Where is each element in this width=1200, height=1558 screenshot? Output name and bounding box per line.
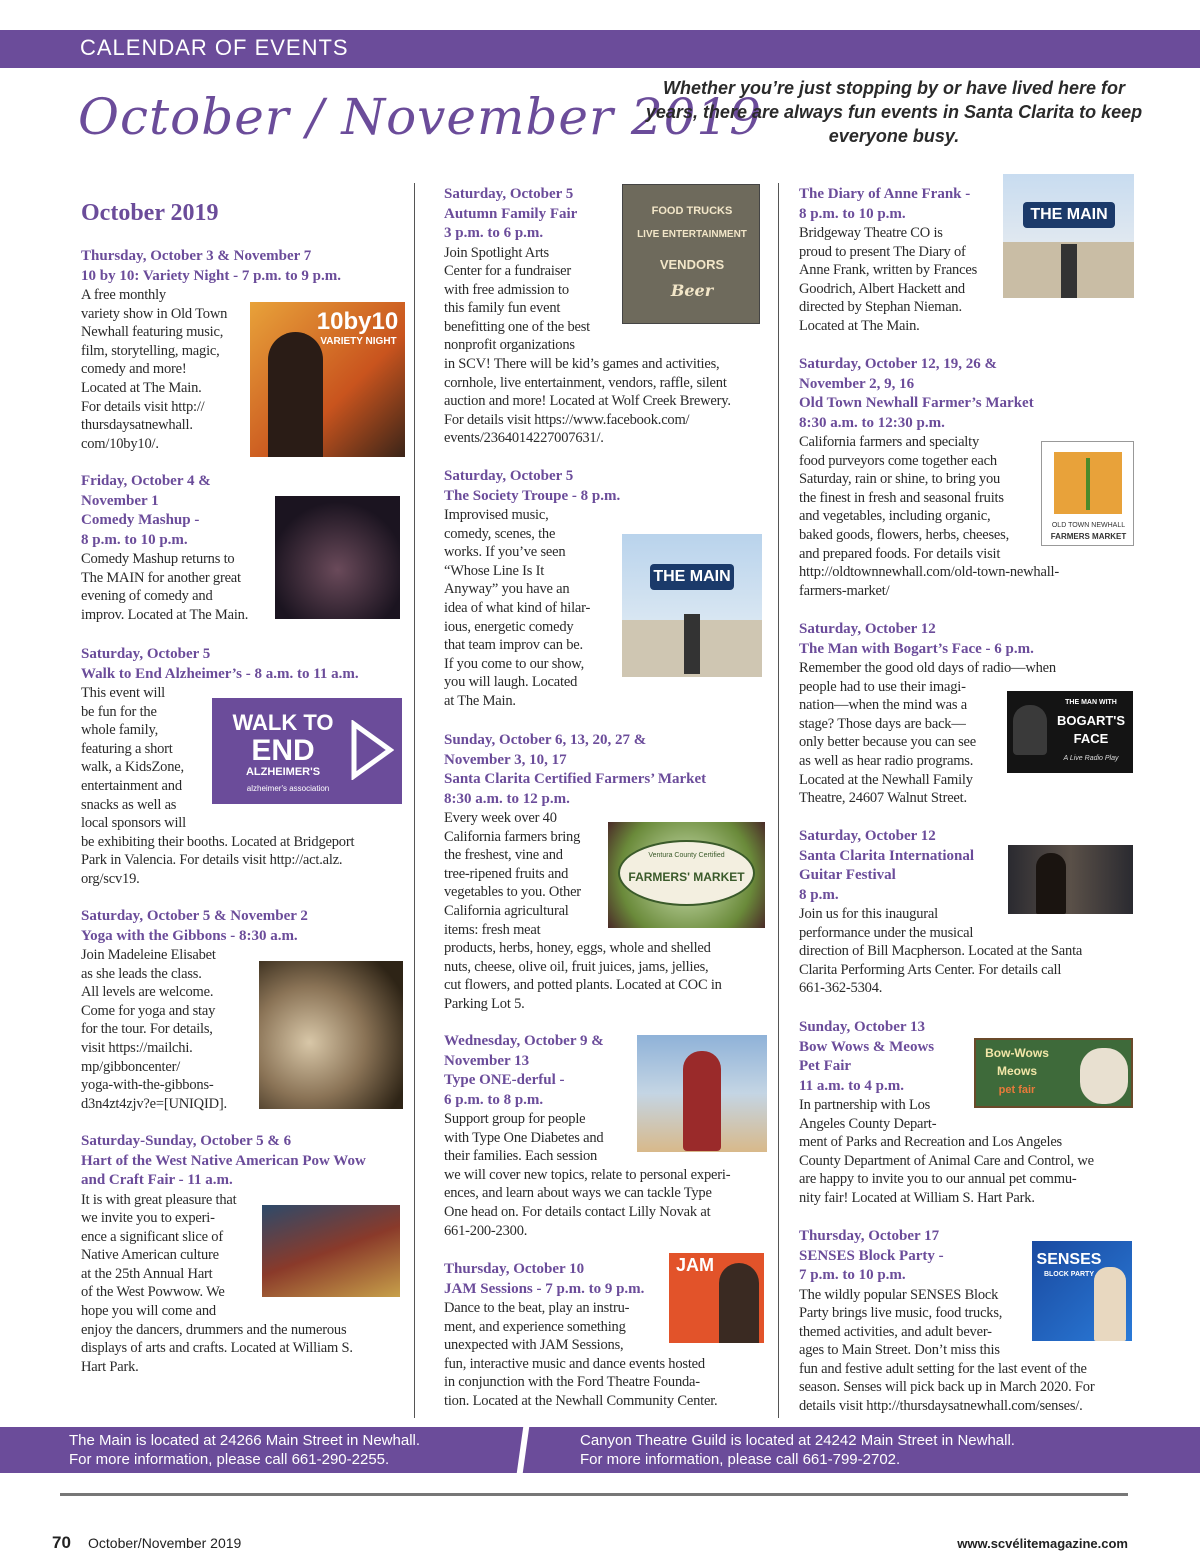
dog-face bbox=[1080, 1048, 1128, 1104]
performer-figure bbox=[1094, 1267, 1126, 1341]
text-line: improv. Located at The Main. bbox=[81, 606, 249, 623]
text-line: evening of comedy and bbox=[81, 588, 213, 605]
image-label: THE MAIN bbox=[650, 564, 734, 590]
text-line: Autumn Family Fair bbox=[444, 205, 578, 222]
image-label: LIVE ENTERTAINMENT bbox=[637, 229, 747, 240]
text-line: One head on. For details contact Lilly Novak at bbox=[444, 1203, 711, 1220]
column-divider-2 bbox=[778, 183, 779, 1418]
poster-jam-sessions bbox=[669, 1253, 764, 1343]
image-label: FARMERS MARKET bbox=[1050, 532, 1127, 541]
text-line: and prepared foods. For details visit bbox=[799, 545, 1001, 562]
text-line: unexpected with JAM Sessions, bbox=[444, 1337, 624, 1354]
event-title bbox=[444, 467, 774, 506]
text-line: November 2, 9, 16 bbox=[799, 375, 915, 392]
text-line: 661-362-5304. bbox=[799, 980, 883, 997]
text-line: Old Town Newhall Farmer’s Market bbox=[799, 395, 1034, 411]
text-line: the finest in fresh and seasonal fruits bbox=[799, 489, 1004, 506]
image-label: BLOCK PARTY bbox=[1043, 1271, 1095, 1278]
text-line: In partnership with Los bbox=[799, 1097, 931, 1113]
text-line: 3 p.m. to 6 p.m. bbox=[444, 225, 544, 241]
text-line: Join us for this inaugural bbox=[799, 906, 938, 922]
text-line: nuts, cheese, olive oil, fruit juices, jams, jellies, bbox=[444, 958, 709, 975]
text-line: ious, energetic comedy bbox=[444, 618, 574, 635]
image-label: Ventura County Certified bbox=[648, 852, 725, 859]
text-line: food purveyors come together each bbox=[799, 452, 997, 469]
text-line: 11 a.m. to 4 p.m. bbox=[799, 1077, 904, 1094]
image-label: VARIETY NIGHT bbox=[320, 336, 397, 347]
text-line: Located at The Main. bbox=[799, 317, 920, 334]
event-title bbox=[81, 907, 401, 946]
text-line: For details visit http:// bbox=[81, 398, 205, 415]
text-line: Saturday, October 5 bbox=[444, 186, 574, 202]
text-line: The Man with Bogart’s Face - 6 p.m. bbox=[799, 640, 1034, 657]
text-line: com/10by10/. bbox=[81, 435, 159, 452]
text-line: SENSES Block Party - bbox=[799, 1247, 944, 1264]
page-title: October / November 2019 bbox=[78, 88, 763, 146]
text-line: Angeles County Depart- bbox=[799, 1115, 937, 1132]
text-line: as she leads the class. bbox=[81, 965, 202, 982]
text-line: The MAIN for another great bbox=[81, 569, 241, 586]
text-line: Goodrich, Albert Hackett and bbox=[799, 280, 965, 297]
text-line: Guitar Festival bbox=[799, 867, 896, 883]
text-line: ment of Parks and Recreation and Los Angeles bbox=[799, 1134, 1063, 1151]
photo-10by10-variety-night bbox=[250, 302, 405, 457]
text-line: All levels are welcome. bbox=[81, 984, 214, 1001]
poster-senses-block-party bbox=[1032, 1241, 1132, 1341]
footer-line: For more information, please call 661-799-2702. bbox=[580, 1451, 901, 1468]
text-line: works. If you’ve seen bbox=[444, 544, 566, 561]
text-line: nonprofit organizations bbox=[444, 337, 575, 354]
text-line: proud to present The Diary of bbox=[799, 243, 966, 260]
text-line: we invite you to experi- bbox=[81, 1210, 215, 1227]
text-line: walk, a KidsZone, bbox=[81, 759, 184, 776]
text-line: Hart of the West Native American Pow Wow bbox=[81, 1152, 366, 1169]
caped-figure bbox=[683, 1051, 721, 1151]
page-date: October/November 2019 bbox=[88, 1535, 242, 1551]
text-line: 7 p.m. to 10 p.m. bbox=[799, 1267, 906, 1283]
text-line: Saturday, October 12 bbox=[799, 828, 936, 844]
text-line: ence a significant slice of bbox=[81, 1228, 223, 1245]
text-line: Santa Clarita Certified Farmers’ Market bbox=[444, 771, 707, 787]
text-line: The Diary of Anne Frank - bbox=[799, 186, 971, 202]
text-line: yoga-with-the-gibbons- bbox=[81, 1077, 214, 1094]
text-line: Theatre, 24607 Walnut Street. bbox=[799, 790, 967, 807]
text-line: tree-ripened fruits and bbox=[444, 865, 569, 882]
text-line: this family fun event bbox=[444, 300, 561, 317]
text-line: visit https://mailchi. bbox=[81, 1039, 193, 1056]
text-line: nation—when the mind was a bbox=[799, 697, 967, 714]
text-line: you will laugh. Located bbox=[444, 674, 578, 691]
text-line: Walk to End Alzheimer’s - 8 a.m. to 11 a.m. bbox=[81, 665, 359, 682]
image-label: WALK TO bbox=[232, 710, 334, 735]
text-line: Anyway” you have an bbox=[444, 581, 570, 598]
text-line: products, herbs, honey, eggs, whole and shelled bbox=[444, 940, 711, 957]
text-line: Thursday, October 3 & November 7 bbox=[81, 248, 312, 264]
text-line: Saturday, rain or shine, to bring you bbox=[799, 471, 1001, 488]
text-line: mp/gibboncenter/ bbox=[81, 1058, 181, 1075]
text-line: vegetables to you. Other bbox=[444, 884, 581, 901]
text-line: thursdaysatnewhall. bbox=[81, 417, 193, 434]
text-line: the freshest, vine and bbox=[444, 847, 563, 864]
text-line: only better because you can see bbox=[799, 734, 976, 751]
text-line: 8:30 a.m. to 12 p.m. bbox=[444, 790, 570, 807]
text-line: Thursday, October 17 bbox=[799, 1228, 940, 1244]
text-line: Saturday, October 12, 19, 26 & bbox=[799, 356, 998, 372]
text-line: featuring a short bbox=[81, 740, 173, 757]
text-line: season. Senses will pick back up in March 2020. For bbox=[799, 1379, 1095, 1396]
text-line: It is with great pleasure that bbox=[81, 1191, 237, 1208]
column-divider-1 bbox=[414, 183, 415, 1418]
event-title bbox=[444, 731, 774, 809]
triangle-logo-icon bbox=[350, 720, 394, 780]
text-line: Comedy Mashup returns to bbox=[81, 551, 235, 567]
text-line: Support group for people bbox=[444, 1111, 586, 1127]
text-line: “Whose Line Is It bbox=[444, 562, 545, 579]
text-line: hope you will come and bbox=[81, 1303, 216, 1320]
text-line: fun, interactive music and dance events hosted bbox=[444, 1355, 705, 1372]
photo-the-main-building bbox=[1003, 174, 1134, 298]
image-label: alzheimer's association bbox=[246, 784, 330, 793]
text-line: in conjunction with the Ford Theatre Founda- bbox=[444, 1374, 700, 1391]
text-line: Type ONE-derful - bbox=[444, 1072, 565, 1088]
text-line: that team improv can be. bbox=[444, 637, 583, 654]
text-line: idea of what kind of hilar- bbox=[444, 599, 591, 616]
marquee-pole bbox=[1061, 244, 1077, 298]
photo-pow-wow bbox=[262, 1205, 400, 1297]
image-label: THE MAN WITH bbox=[1065, 699, 1117, 706]
text-line: tion. Located at the Newhall Community Center. bbox=[444, 1392, 718, 1409]
text-line: The wildly popular SENSES Block bbox=[799, 1286, 999, 1303]
text-line: and Craft Fair - 11 a.m. bbox=[81, 1172, 233, 1188]
text-line: are happy to invite you to our annual pet commu- bbox=[799, 1171, 1077, 1188]
event-description bbox=[799, 1096, 1129, 1208]
text-line: ment, and experience something bbox=[444, 1318, 626, 1335]
text-line: displays of arts and crafts. Located at William S. bbox=[81, 1340, 353, 1357]
text-line: auction and more! Located at Wolf Creek Brewery. bbox=[444, 393, 731, 410]
text-line: Saturday, October 5 & November 2 bbox=[81, 908, 308, 924]
text-line: 6 p.m. to 8 p.m. bbox=[444, 1091, 544, 1108]
text-line: of the West Powwow. We bbox=[81, 1284, 225, 1301]
text-line: Saturday, October 5 bbox=[81, 646, 211, 662]
event-description bbox=[799, 905, 1129, 998]
text-line: be exhibiting their booths. Located at Bridgeport bbox=[81, 833, 355, 850]
performer-silhouette bbox=[268, 332, 323, 457]
text-line: in SCV! There will be kid’s games and activities, bbox=[444, 356, 720, 373]
text-line: whole family, bbox=[81, 722, 158, 739]
text-line: d3n4zt4zjv?e=[UNIQID]. bbox=[81, 1095, 227, 1112]
text-line: Friday, October 4 & bbox=[81, 473, 211, 489]
text-line: JAM Sessions - 7 p.m. to 9 p.m. bbox=[444, 1280, 645, 1297]
event-title bbox=[799, 620, 1129, 659]
guitarist-silhouette bbox=[1036, 853, 1066, 914]
text-line: nity fair! Located at William S. Hart Park. bbox=[799, 1189, 1035, 1206]
footer-info-bar bbox=[0, 1427, 1200, 1473]
text-line: Bow Wows & Meows bbox=[799, 1038, 935, 1055]
text-line: Join Spotlight Arts bbox=[444, 244, 549, 261]
image-label: THE MAIN bbox=[1023, 202, 1115, 228]
text-line: Come for yoga and stay bbox=[81, 1002, 216, 1019]
text-line: performance under the musical bbox=[799, 924, 974, 941]
image-label: BOGART'S bbox=[1056, 713, 1126, 728]
text-line: Center for a fundraiser bbox=[444, 263, 572, 280]
text-line: directed by Stephan Nieman. bbox=[799, 299, 962, 316]
image-label: pet fair bbox=[998, 1084, 1036, 1096]
dancer-silhouette bbox=[719, 1263, 759, 1343]
text-line: Join Madeleine Elisabet bbox=[81, 947, 216, 963]
text-line: and vegetables, including organic, bbox=[799, 508, 991, 525]
month-heading: October 2019 bbox=[81, 200, 219, 226]
text-line: November 13 bbox=[444, 1052, 530, 1069]
footer-line: For more information, please call 661-290-2255. bbox=[69, 1451, 390, 1468]
photo-comedy-mashup bbox=[275, 496, 400, 619]
image-label: Bow-Wows bbox=[985, 1046, 1049, 1060]
sign-bow-wows-meows bbox=[974, 1038, 1133, 1108]
photo-gibbons bbox=[259, 961, 403, 1109]
text-line: Clarita Performing Arts Center. For details call bbox=[799, 961, 1062, 978]
text-line: 10 by 10: Variety Night - 7 p.m. to 9 p.m. bbox=[81, 267, 342, 284]
text-line: people had to use their imagi- bbox=[799, 678, 966, 695]
text-line: California farmers bring bbox=[444, 828, 581, 845]
text-line: A free monthly bbox=[81, 287, 166, 303]
text-line: snacks as well as bbox=[81, 796, 177, 813]
text-line: November 3, 10, 17 bbox=[444, 751, 567, 768]
text-line: events/2364014227007631/. bbox=[444, 430, 604, 447]
text-line: For details visit https://www.facebook.com/ bbox=[444, 411, 690, 428]
image-label: FOOD TRUCKS bbox=[651, 205, 733, 217]
text-line: 8 p.m. bbox=[799, 886, 839, 903]
text-line: Saturday, October 12 bbox=[799, 621, 936, 637]
text-line: November 1 bbox=[81, 492, 159, 509]
text-line: comedy, scenes, the bbox=[444, 525, 556, 542]
image-label: Meows bbox=[996, 1064, 1037, 1078]
text-line: 8 p.m. to 10 p.m. bbox=[81, 531, 188, 548]
text-line: baked goods, flowers, herbs, cheeses, bbox=[799, 526, 1010, 543]
poster-man-with-bogarts-face bbox=[1007, 691, 1133, 773]
page-number: 70 bbox=[52, 1533, 71, 1552]
text-line: Saturday, October 5 bbox=[444, 468, 574, 484]
text-line: Pet Fair bbox=[799, 1058, 852, 1074]
text-line: Saturday-Sunday, October 5 & 6 bbox=[81, 1133, 292, 1149]
event-title bbox=[81, 645, 401, 684]
text-line: Yoga with the Gibbons - 8:30 a.m. bbox=[81, 927, 298, 944]
image-label: A Live Radio Play bbox=[1063, 755, 1119, 762]
text-line: Wednesday, October 9 & bbox=[444, 1033, 604, 1049]
text-line: http://oldtownnewhall.com/old-town-newhall- bbox=[799, 564, 1060, 581]
text-line: 8:30 a.m. to 12:30 p.m. bbox=[799, 414, 945, 431]
image-label: FACE bbox=[1073, 731, 1109, 746]
text-line: 8 p.m. to 10 p.m. bbox=[799, 205, 906, 222]
logo-old-town-newhall-farmers-market bbox=[1041, 441, 1134, 546]
text-line: at the 25th Annual Hart bbox=[81, 1265, 213, 1282]
image-label: ALZHEIMER'S bbox=[245, 766, 321, 778]
text-line: California farmers and specialty bbox=[799, 434, 980, 450]
image-label: FARMERS' MARKET bbox=[628, 870, 745, 884]
text-line: Anne Frank, written by Frances bbox=[799, 262, 978, 279]
text-line: Sunday, October 13 bbox=[799, 1019, 925, 1035]
image-label: END bbox=[251, 734, 315, 767]
leek-icon bbox=[1086, 458, 1090, 510]
text-line: cut flowers, and potted plants. Located at COC in bbox=[444, 977, 722, 994]
text-line: Remember the good old days of radio—when bbox=[799, 660, 1056, 676]
text-line: fun and festive adult setting for the last event of the bbox=[799, 1360, 1087, 1377]
marquee-pole bbox=[684, 614, 700, 674]
text-line: details visit http://thursdaysatnewhall.com/senses/. bbox=[799, 1398, 1083, 1415]
text-line: Hart Park. bbox=[81, 1358, 139, 1375]
text-line: Every week over 40 bbox=[444, 810, 557, 826]
image-label: Beer bbox=[670, 281, 714, 300]
text-line: The Society Troupe - 8 p.m. bbox=[444, 487, 621, 504]
section-header-bar bbox=[0, 30, 1200, 68]
photo-type-one-derful bbox=[637, 1035, 767, 1152]
text-line: be fun for the bbox=[81, 703, 157, 720]
bottom-rule bbox=[60, 1493, 1128, 1496]
section-header: CALENDAR OF EVENTS bbox=[80, 35, 349, 60]
text-line: benefitting one of the best bbox=[444, 318, 591, 335]
text-line: Santa Clarita International bbox=[799, 847, 975, 864]
text-line: Located at The Main. bbox=[81, 379, 202, 396]
text-line: Improvised music, bbox=[444, 507, 549, 523]
photo-the-main-marquee bbox=[622, 534, 762, 677]
text-line: their families. Each session bbox=[444, 1148, 598, 1165]
text-line: as well as hear radio programs. bbox=[799, 752, 974, 769]
text-line: This event will bbox=[81, 685, 165, 701]
text-line: Sunday, October 6, 13, 20, 27 & bbox=[444, 732, 647, 748]
text-line: enjoy the dancers, drummers and the numerous bbox=[81, 1321, 347, 1338]
text-line: 661-200-2300. bbox=[444, 1222, 528, 1239]
text-line: at The Main. bbox=[444, 692, 516, 709]
event-title bbox=[81, 247, 401, 286]
logo-walk-to-end-alzheimers bbox=[212, 698, 402, 804]
text-line: Native American culture bbox=[81, 1247, 219, 1264]
text-line: Comedy Mashup - bbox=[81, 512, 200, 528]
text-line: California agricultural bbox=[444, 902, 569, 919]
text-line: local sponsors will bbox=[81, 815, 186, 832]
text-line: with Type One Diabetes and bbox=[444, 1129, 604, 1146]
text-line: we will cover new topics, relate to personal experi- bbox=[444, 1166, 731, 1183]
text-line: Bridgeway Theatre CO is bbox=[799, 225, 943, 241]
text-line: for the tour. For details, bbox=[81, 1021, 213, 1038]
text-line: ences, and learn about ways we can tackle Type bbox=[444, 1185, 712, 1202]
logo-ventura-farmers-market bbox=[608, 822, 765, 928]
text-line: Thursday, October 10 bbox=[444, 1261, 585, 1277]
image-label: JAM bbox=[675, 1255, 714, 1275]
image-label: 10by10 bbox=[316, 308, 399, 335]
magazine-url[interactable]: www.scvélitemagazine.com bbox=[957, 1536, 1128, 1551]
text-line: Parking Lot 5. bbox=[444, 995, 525, 1012]
bogart-silhouette bbox=[1013, 705, 1047, 755]
text-line: themed activities, and adult bever- bbox=[799, 1323, 992, 1340]
text-line: variety show in Old Town bbox=[81, 305, 228, 322]
text-line: Party brings live music, food trucks, bbox=[799, 1305, 1003, 1322]
footer-line: The Main is located at 24266 Main Street in Newhall. bbox=[69, 1432, 421, 1449]
tagline: Whether you’re just stopping by or have lived here for years, there are always fun events in Santa Clarita to keep everyone busy. bbox=[645, 78, 1143, 146]
text-line: Located at the Newhall Family bbox=[799, 771, 973, 788]
event-title bbox=[81, 1132, 401, 1191]
text-line: with free admission to bbox=[444, 281, 569, 298]
text-line: org/scv19. bbox=[81, 870, 140, 887]
footer-the-main-info bbox=[69, 1431, 420, 1469]
text-line: Newhall featuring music, bbox=[81, 324, 224, 341]
text-line: Dance to the beat, play an instru- bbox=[444, 1300, 630, 1316]
text-line: Park in Valencia. For details visit http://act.alz. bbox=[81, 852, 343, 869]
footer-canyon-theatre-info bbox=[580, 1431, 1015, 1469]
text-line: entertainment and bbox=[81, 777, 182, 794]
text-line: comedy and more! bbox=[81, 361, 187, 378]
text-line: film, storytelling, magic, bbox=[81, 342, 220, 359]
text-line: items: fresh meat bbox=[444, 921, 541, 938]
text-line: County Department of Animal Care and Control, we bbox=[799, 1152, 1094, 1169]
text-line: stage? Those days are back— bbox=[799, 715, 966, 732]
image-label: VENDORS bbox=[659, 257, 725, 272]
footer-line: Canyon Theatre Guild is located at 24242 Main Street in Newhall. bbox=[580, 1432, 1015, 1449]
image-label: OLD TOWN NEWHALL bbox=[1051, 522, 1126, 529]
text-line: farmers-market/ bbox=[799, 582, 890, 599]
text-line: ages to Main Street. Don’t miss this bbox=[799, 1342, 1000, 1359]
photo-guitarist bbox=[1008, 845, 1133, 914]
image-label: SENSES bbox=[1036, 1251, 1102, 1268]
text-line: cornhole, live entertainment, vendors, raffle, silent bbox=[444, 374, 727, 391]
event-title bbox=[799, 355, 1129, 433]
text-line: If you come to our show, bbox=[444, 655, 585, 672]
poster-autumn-family-fair bbox=[622, 184, 760, 324]
text-line: direction of Bill Macpherson. Located at the Santa bbox=[799, 943, 1083, 960]
